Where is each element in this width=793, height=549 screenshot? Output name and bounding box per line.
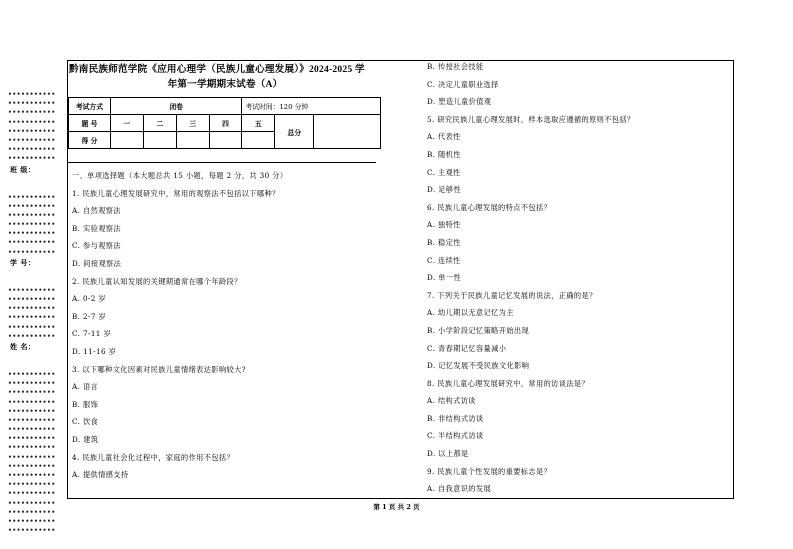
option: D. 记忆发展不受民族文化影响 [427, 361, 530, 371]
dot-row: ••••••••••• [8, 370, 56, 378]
question-3: 3. 以下哪种文化因素对民族儿童情绪表达影响较大? [72, 364, 246, 374]
questions-left-column [72, 167, 288, 484]
option: B. 稳定性 [427, 237, 461, 247]
option: C. 参与观察法 [72, 241, 121, 251]
dot-row: ••••••••••• [8, 221, 56, 229]
dot-row: ••••••••••• [8, 444, 56, 452]
binding-margin [8, 90, 58, 535]
dot-row: ••••••••••• [8, 416, 56, 424]
option: C. 饮食 [72, 417, 99, 427]
dot-row: ••••••••••• [8, 426, 56, 434]
page-number: 第 1 页 共 2 页 [373, 503, 420, 511]
dot-row: ••••••••••• [8, 127, 56, 135]
questions-right-column [427, 58, 635, 498]
option: C. 青春期记忆容量减小 [427, 343, 507, 353]
question-number-row [69, 115, 381, 132]
dot-row: ••••••••••• [8, 305, 56, 313]
dot-row: ••••••••••• [8, 230, 56, 238]
question-no-label: 题 号 [69, 115, 111, 132]
dot-row: ••••••••••• [8, 155, 56, 163]
option: C. 7-11 岁 [72, 329, 112, 339]
dot-row: ••••••••••• [8, 380, 56, 388]
dot-row: ••••••••••• [8, 481, 56, 489]
option: A. 自我意识的发展 [427, 484, 492, 494]
option: D. 单一性 [427, 273, 462, 283]
option: B. 2-7 岁 [72, 311, 107, 321]
score-cell-3[interactable] [176, 132, 209, 149]
exam-title-line2: 年第一学期期末试卷（A） [167, 79, 283, 90]
option: D. 塑造儿童价值观 [427, 97, 492, 107]
exam-header [69, 62, 381, 92]
student-id-field-label: 学 号： [10, 257, 36, 267]
option: A. 代表性 [427, 132, 461, 142]
question-2: 2. 民族儿童认知发展的关键期通常在哪个年龄段？ [72, 276, 242, 286]
question-col-2: 二 [143, 115, 176, 132]
total-label: 总分 [275, 115, 314, 149]
dot-row: ••••••••••• [8, 398, 56, 406]
dot-row: ••••••••••• [8, 286, 56, 294]
dot-row: ••••••••••• [8, 118, 56, 126]
exam-mode-label: 考试方式 [69, 98, 111, 115]
option: B. 非结构式访谈 [427, 413, 484, 423]
dot-row: ••••••••••• [8, 146, 56, 154]
exam-mode-value: 闭卷 [110, 98, 242, 115]
dot-row: ••••••••••• [8, 435, 56, 443]
dot-row: ••••••••••• [8, 248, 56, 256]
dot-row: ••••••••••• [8, 490, 56, 498]
exam-time: 考试时间：120 分钟 [242, 98, 381, 115]
option: D. 间接观察法 [72, 258, 122, 268]
option: A. 自然观察法 [72, 206, 121, 216]
question-col-4: 四 [209, 115, 242, 132]
exam-title [69, 62, 381, 92]
exam-title-line1: 黔南民族师范学院《应用心理学（民族儿童心理发展）》2024-2025 学 [69, 64, 365, 75]
option: A. 0-2 岁 [72, 294, 107, 304]
score-label: 得 分 [69, 132, 111, 149]
option: D. 足够性 [427, 185, 462, 195]
question-1: 1. 民族儿童心理发展研究中，常用的观察法不包括以下哪种？ [72, 188, 280, 198]
dot-row: ••••••••••• [8, 314, 56, 322]
option: C. 主观性 [427, 167, 461, 177]
option: D. 建筑 [72, 434, 99, 444]
option: C. 半结构式访谈 [427, 431, 484, 441]
dot-row: ••••••••••• [8, 211, 56, 219]
dot-row: ••••••••••• [8, 323, 56, 331]
class-field-label: 班 级： [10, 164, 36, 174]
dot-row: ••••••••••• [8, 453, 56, 461]
name-field-label: 姓 名： [10, 341, 36, 351]
dot-row: ••••••••••• [8, 202, 56, 210]
option: D. 以上都是 [427, 449, 469, 459]
question-col-1: 一 [110, 115, 143, 132]
option: B. 随机性 [427, 149, 461, 159]
question-7: 7. 下列关于民族儿童记忆发展的说法，正确的是？ [427, 290, 597, 300]
dot-row: ••••••••••• [8, 508, 56, 516]
option: D. 11-16 岁 [72, 346, 117, 356]
dot-row: ••••••••••• [8, 527, 56, 535]
score-cell-2[interactable] [143, 132, 176, 149]
dot-row: ••••••••••• [8, 407, 56, 415]
exam-info-row [69, 98, 381, 115]
question-6: 6. 民族儿童心理发展的特点不包括？ [427, 202, 552, 212]
total-score-cell[interactable] [314, 115, 381, 149]
question-9: 9. 民族儿童个性发展的重要标志是？ [427, 466, 552, 476]
dot-row: ••••••••••• [8, 296, 56, 303]
dot-row: ••••••••••• [8, 136, 56, 144]
question-4: 4. 民族儿童社会化过程中，家庭的作用不包括？ [72, 452, 235, 462]
option: B. 小学阶段记忆策略开始出现 [427, 325, 530, 335]
option: A. 提供情感支持 [72, 470, 129, 480]
option: A. 结构式访谈 [427, 396, 476, 406]
option: A. 语言 [72, 382, 99, 392]
option: A. 幼儿期以无意记忆为主 [427, 308, 514, 318]
score-cell-1[interactable] [110, 132, 143, 149]
dot-row: ••••••••••• [8, 499, 56, 507]
dot-row: ••••••••••• [8, 332, 56, 340]
question-col-5: 五 [242, 115, 275, 132]
dot-row: ••••••••••• [8, 389, 56, 397]
section-divider [68, 162, 376, 163]
dot-row: ••••••••••• [8, 472, 56, 479]
section-heading: 一、单项选择题（本大题总共 15 小题，每题 2 分，共 30 分） [72, 171, 288, 180]
option: B. 实验观察法 [72, 223, 121, 233]
option: B. 服饰 [72, 399, 99, 409]
option: A. 独特性 [427, 220, 461, 230]
question-col-3: 三 [176, 115, 209, 132]
dot-row: ••••••••••• [8, 239, 56, 247]
option: C. 决定儿童职业选择 [427, 79, 499, 89]
dot-row: ••••••••••• [8, 193, 56, 201]
dot-row: ••••••••••• [8, 517, 56, 525]
dot-row: ••••••••••• [8, 109, 56, 117]
dot-row: ••••••••••• [8, 462, 56, 470]
dot-row: ••••••••••• [8, 91, 56, 98]
question-5: 5. 研究民族儿童心理发展时，样本选取应遵循的原则不包括？ [427, 114, 635, 124]
score-cell-4[interactable] [209, 132, 242, 149]
option: B. 传授社会技能 [427, 62, 484, 71]
option: C. 连续性 [427, 255, 461, 265]
score-cell-5[interactable] [242, 132, 275, 149]
question-8: 8. 民族儿童心理发展研究中，常用的访谈法是？ [427, 378, 590, 388]
score-table [68, 97, 381, 149]
dot-row: ••••••••••• [8, 100, 56, 108]
